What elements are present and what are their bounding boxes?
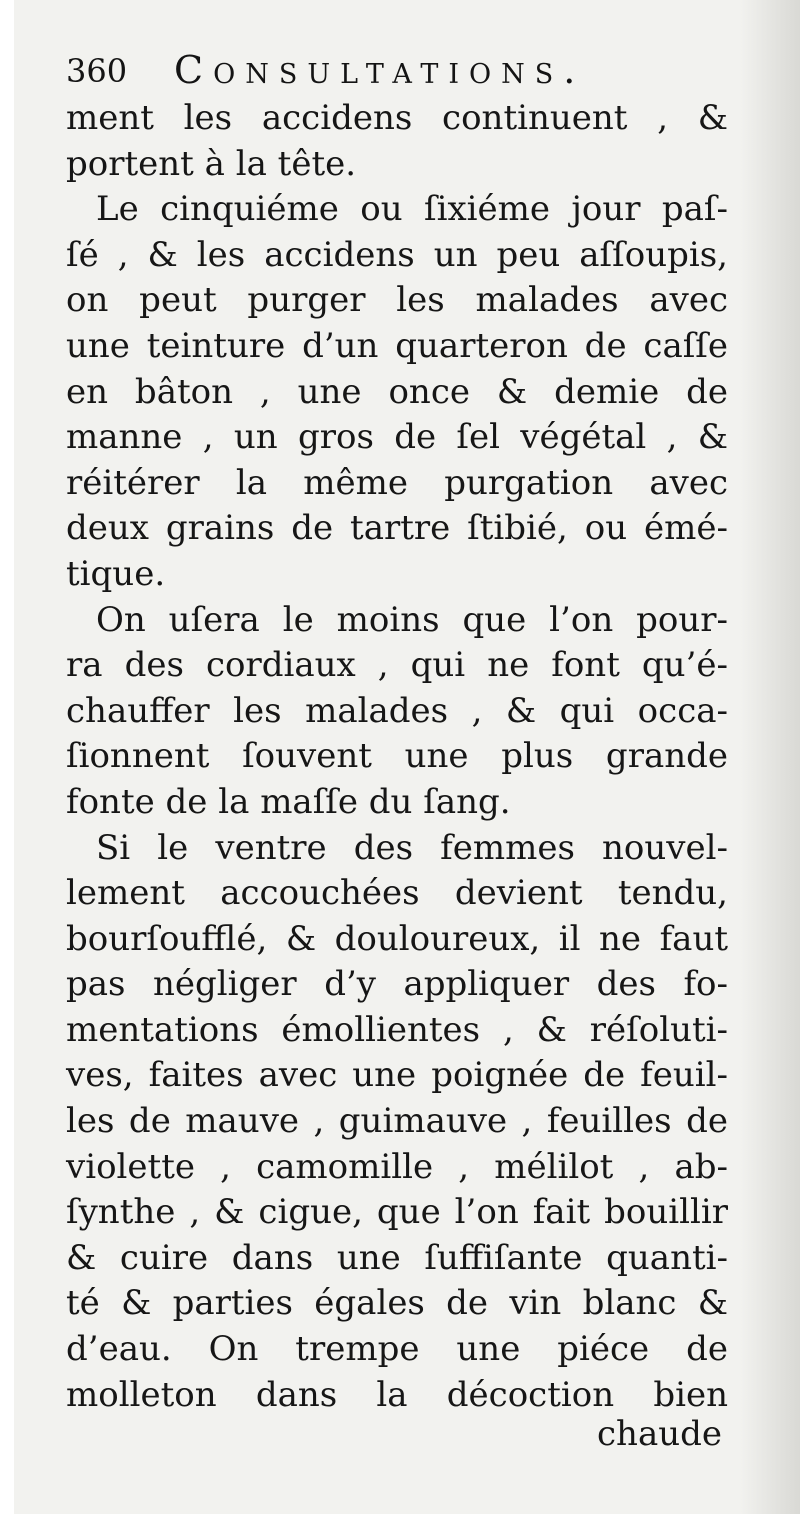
text-line: portent à la tête.	[66, 143, 357, 184]
text-line: pas négliger d’y appliquer des fo-	[66, 964, 728, 1005]
text-line: bourſoufflé, & douloureux, il ne faut	[66, 918, 728, 959]
text-line: une teinture d’un quarteron de caſſe	[66, 325, 728, 366]
text-line: Si le ventre des femmes nouvel-	[96, 827, 728, 868]
text-line: d’eau. On trempe une piéce de	[66, 1329, 728, 1370]
text-line: violette , camomille , mélilot , ab-	[66, 1146, 728, 1187]
text-line: ment les accidens continuent , &	[66, 98, 728, 138]
page-number: 360	[66, 52, 128, 90]
text-line: molleton dans la décoction bien	[66, 1374, 728, 1415]
text-line: chauffer les malades , & qui occa-	[66, 690, 728, 731]
text-line: ſionnent ſouvent une plus grande	[66, 736, 728, 777]
text-line: en bâton , une once & demie de	[66, 371, 728, 412]
text-line: ra des cordiaux , qui ne font qu’é-	[66, 645, 728, 686]
text-line: fonte de la maſſe du ſang.	[66, 781, 511, 822]
page-edge	[0, 0, 14, 1514]
body-text	[66, 96, 728, 1418]
text-line: tique.	[66, 553, 166, 594]
text-line: ves, faites avec une poignée de feuil-	[66, 1055, 728, 1096]
text-line: lement accouchées devient tendu,	[66, 873, 728, 914]
text-line: on peut purger les malades avec	[66, 280, 728, 321]
text-line: réitérer la même purgation avec	[66, 462, 728, 503]
gutter-shadow	[740, 0, 800, 1514]
text-line: ſynthe , & cigue, que l’on fait bouillir	[66, 1192, 728, 1233]
catchword: chaude	[597, 1414, 722, 1454]
text-line: ſé , & les accidens un peu aſſoupis,	[66, 234, 728, 275]
text-line: On uſera le moins que l’on pour-	[96, 599, 728, 640]
text-line: les de mauve , guimauve , feuilles de	[66, 1101, 728, 1142]
text-line: & cuire dans une ſuffiſante quanti-	[66, 1237, 728, 1278]
page-header	[66, 46, 726, 96]
text-line: té & parties égales de vin blanc &	[66, 1283, 728, 1324]
text-line: mentations émollientes , & réſoluti-	[66, 1009, 728, 1050]
text-line: manne , un gros de ſel végétal , &	[66, 417, 728, 458]
running-head: Consultations.	[174, 48, 586, 92]
text-line: Le cinquiéme ou ſixiéme jour paſ-	[96, 189, 728, 230]
text-line: deux grains de tartre ſtibié, ou émé-	[66, 508, 728, 549]
